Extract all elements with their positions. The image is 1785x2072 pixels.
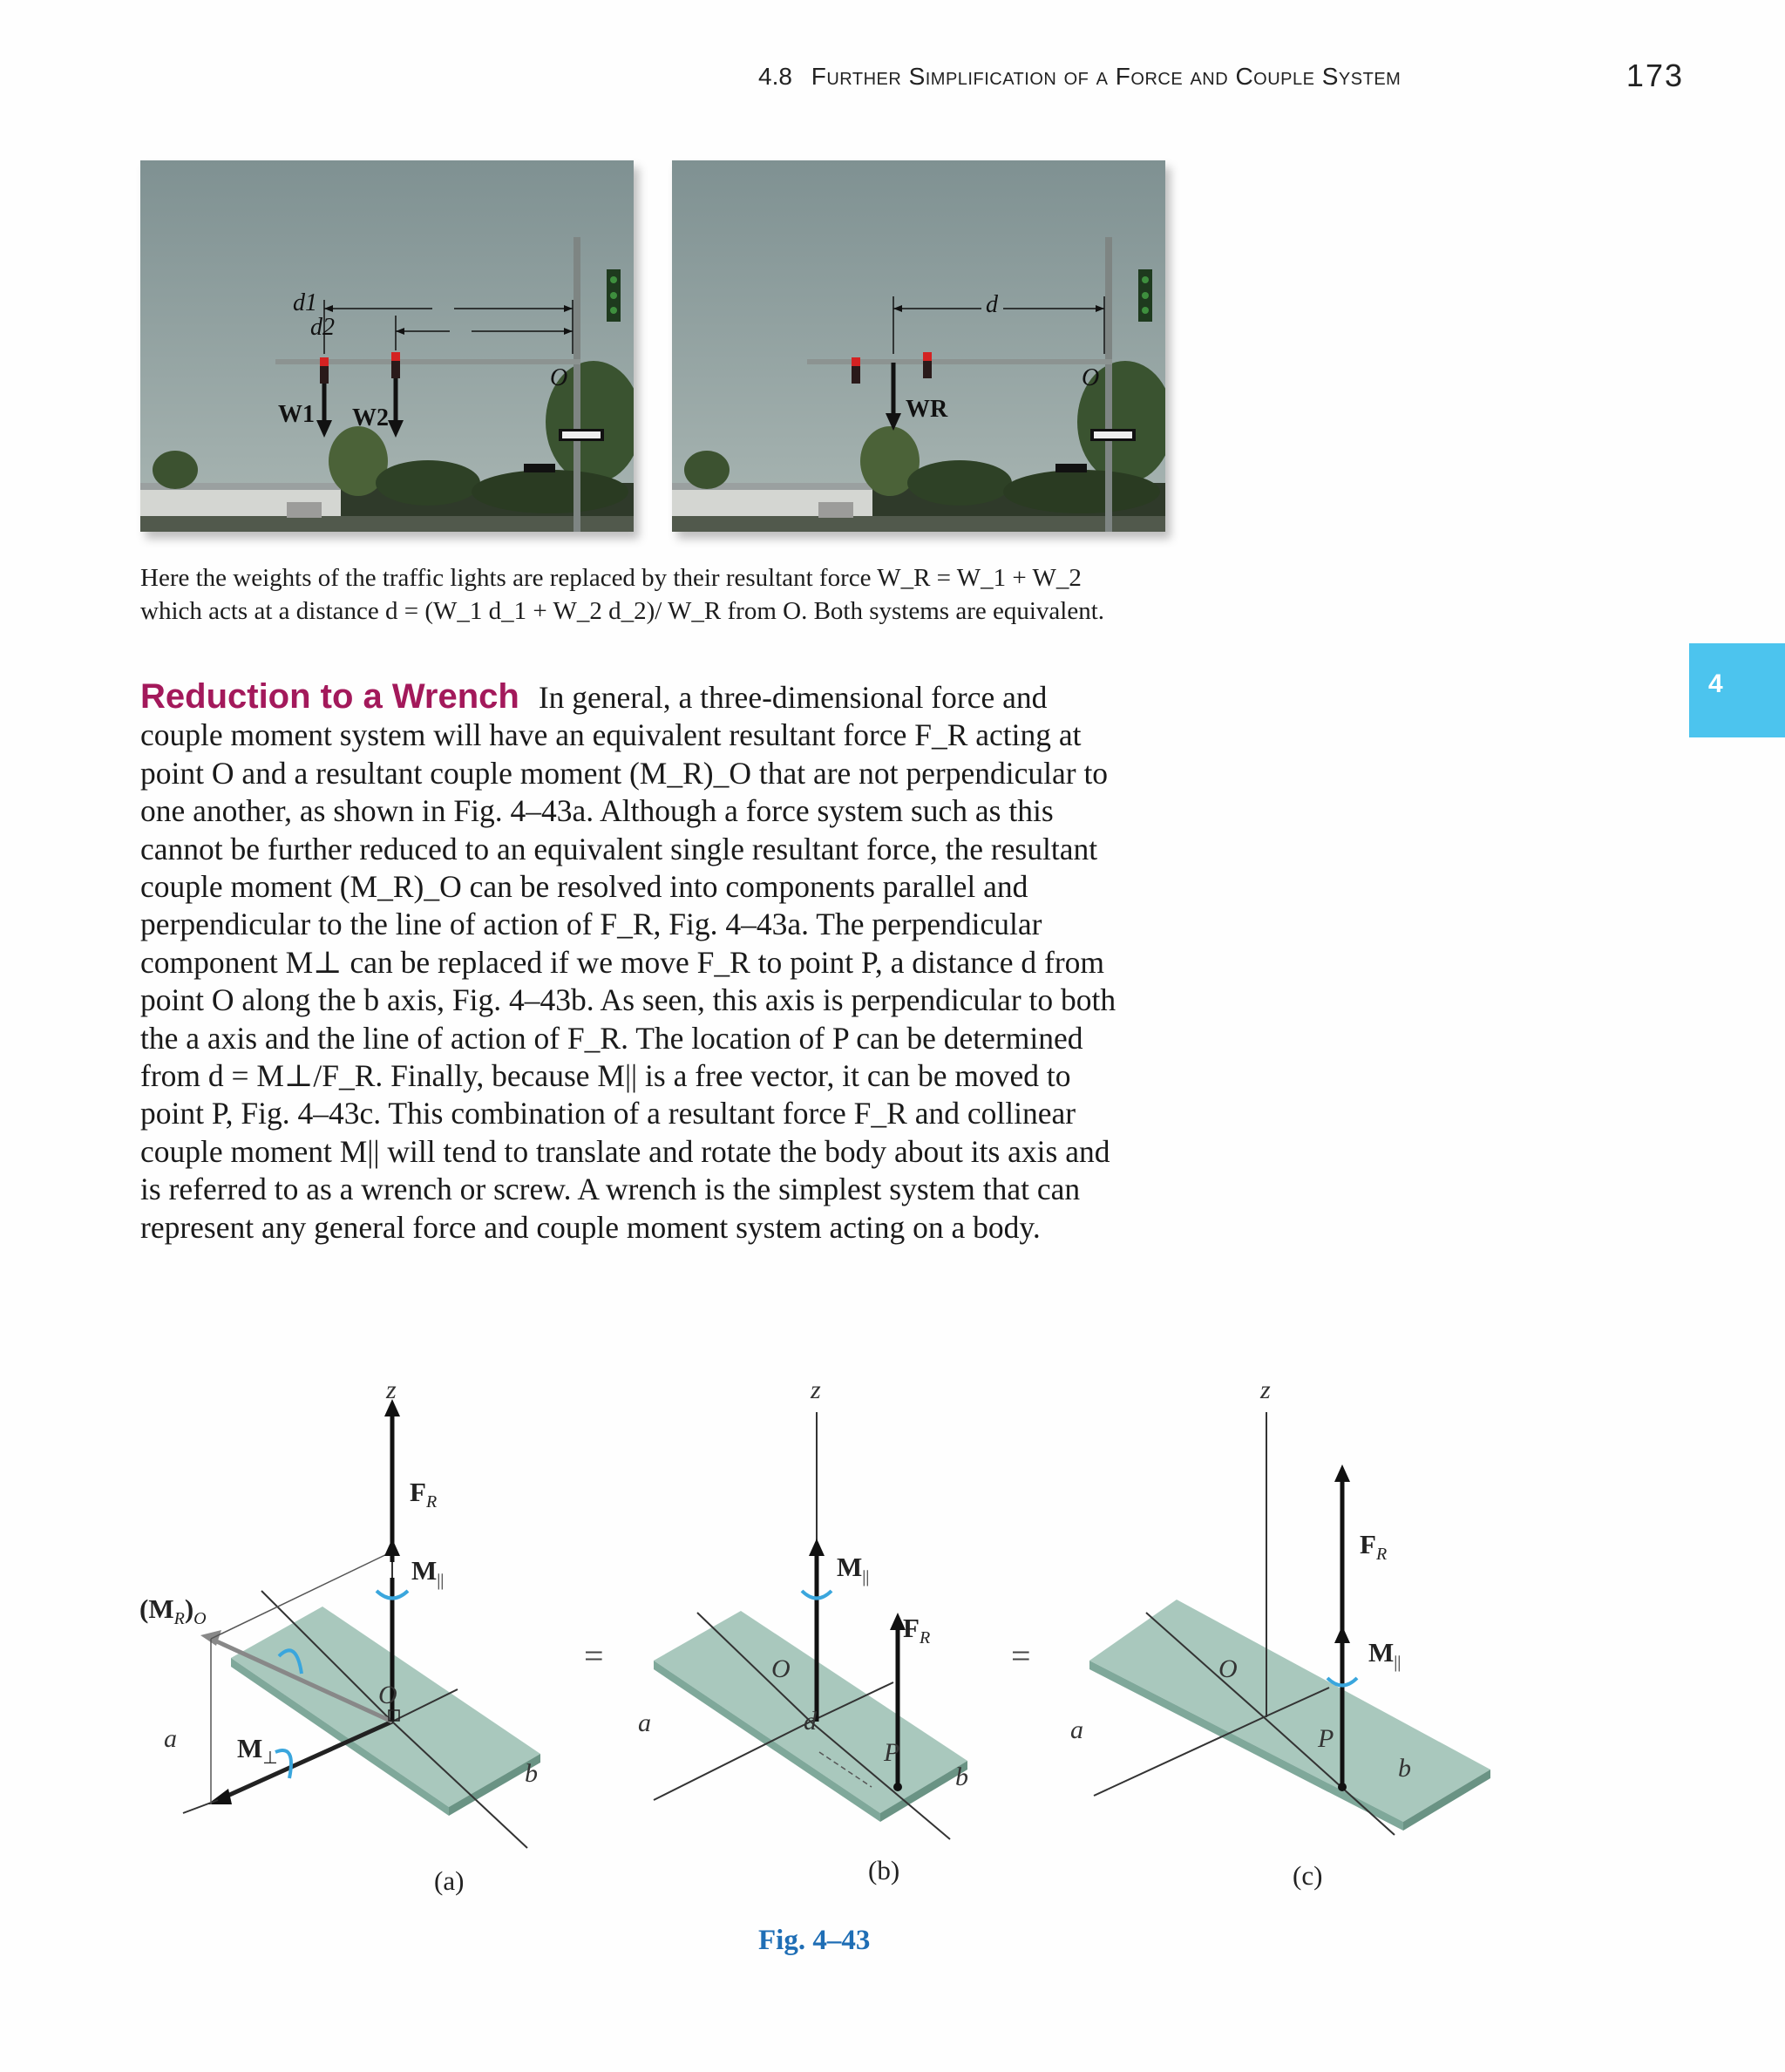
label-d xyxy=(986,293,998,317)
mpar-a-text: M xyxy=(411,1555,438,1586)
label-w2: W2 xyxy=(352,404,389,431)
label-d1 xyxy=(293,291,317,316)
m-parallel-label-c xyxy=(1368,1639,1401,1671)
mpar-c-sub: || xyxy=(1394,1653,1402,1673)
section-body xyxy=(140,678,1123,1247)
fr-a-text: F xyxy=(410,1477,426,1507)
mro-sub-r: R xyxy=(173,1609,185,1629)
mperp-text: M xyxy=(237,1733,263,1763)
fr-c-sub: R xyxy=(1375,1545,1388,1565)
d-text: d xyxy=(986,291,998,318)
b-axis-label-c: b xyxy=(1398,1754,1411,1783)
a-axis-label-c: a xyxy=(1070,1715,1083,1744)
p-label-b: P xyxy=(884,1738,900,1767)
equals-sign-1: = xyxy=(584,1636,604,1675)
traffic-light-scene-right xyxy=(672,160,1165,532)
panel-c-diagram xyxy=(1089,1412,1490,1835)
section-number: 4.8 xyxy=(758,63,792,90)
d-label-b: d xyxy=(804,1707,817,1736)
traffic-light-photo-left xyxy=(140,160,634,532)
photo-caption xyxy=(140,561,1169,628)
traffic-light-scene-left xyxy=(140,160,634,532)
o-label-b: O xyxy=(771,1654,791,1683)
o-label-c: O xyxy=(1218,1654,1238,1683)
fr-b-text: F xyxy=(903,1613,920,1643)
label-w1: W1 xyxy=(278,401,315,428)
mperp-sub: ⊥ xyxy=(262,1749,278,1769)
figure-4-43 xyxy=(131,1377,1517,2005)
a-axis-label-a: a xyxy=(164,1724,177,1753)
section-title: Further Simplification of a Force and Couple System xyxy=(811,63,1402,90)
b-axis-label-a: b xyxy=(525,1759,538,1788)
mr-o-label xyxy=(139,1595,207,1627)
p-label-c: P xyxy=(1318,1724,1334,1753)
traffic-light-photo-right xyxy=(672,160,1165,532)
page-number: 173 xyxy=(1626,58,1684,93)
b-axis-label-b: b xyxy=(955,1763,968,1791)
panel-a-diagram xyxy=(183,1399,540,1848)
a-axis-label-b: a xyxy=(638,1709,651,1737)
fr-label-b xyxy=(903,1614,930,1647)
z-axis-label-b: z xyxy=(811,1376,821,1404)
sub-caption-c: (c) xyxy=(1293,1860,1323,1891)
fr-b-sub: R xyxy=(919,1628,931,1648)
mro-text: (M xyxy=(139,1593,174,1624)
mro-close: ) xyxy=(184,1593,194,1624)
wrench-diagram xyxy=(131,1377,1517,2005)
label-o-left xyxy=(550,366,567,391)
mpar-a-sub: || xyxy=(437,1571,445,1591)
fr-a-sub: R xyxy=(425,1492,438,1512)
caption-line-1: Here the weights of the traffic lights are replaced by their resultant force W_R = W_1 + W_2 xyxy=(140,564,1082,592)
mpar-b-sub: || xyxy=(862,1567,870,1587)
mpar-b-text: M xyxy=(837,1552,863,1582)
z-axis-label-c: z xyxy=(1260,1376,1271,1404)
z-axis-label-a: z xyxy=(386,1376,397,1404)
mro-sub-o: O xyxy=(193,1609,207,1629)
d1-text: d1 xyxy=(293,289,317,316)
fr-label-c xyxy=(1360,1531,1387,1563)
mpar-c-text: M xyxy=(1368,1637,1395,1668)
d2-text: d2 xyxy=(310,314,335,341)
label-d2 xyxy=(310,316,335,340)
running-header xyxy=(758,63,1508,101)
m-parallel-label-b xyxy=(837,1553,869,1586)
section-paragraph: In general, a three-dimensional force and couple moment system will have an equivalent resultant force F_R acting at point O and a resultant couple moment (M_R)_O that are not perpendicular to one another, as shown in Fig. 4–43a. Although a force system such as this cannot be further reduced to an equivalent single resultant force, the resultant couple moment (M_R)_O can be resolved into components parallel and perpendicular to the line of action of F_R, Fig. 4–43a. The perpendicular component M⊥ can be replaced if we move F_R to point P, a distance d from point O along the b axis, Fig. 4–43b. As seen, this axis is perpendicular to both the a axis and the line of action of F_R. The location of P can be determined from d = M⊥/F_R. Finally, because M|| is a free vector, it can be moved to point P, Fig. 4–43c. This combination of a resultant force F_R and collinear couple moment M|| will tend to translate and rotate the body about its axis and is referred to as a wrench or screw. A wrench is the simplest system that can represent any general force and couple moment system acting on a body. xyxy=(140,680,1116,1245)
m-parallel-label-a xyxy=(411,1557,444,1589)
equals-sign-2: = xyxy=(1011,1636,1031,1675)
section-heading: Reduction to a Wrench xyxy=(140,677,519,716)
fr-c-text: F xyxy=(1360,1529,1376,1559)
o-label-a: O xyxy=(378,1681,397,1709)
label-wr: WR xyxy=(906,396,948,423)
figure-number: Fig. 4–43 xyxy=(758,1925,871,1956)
label-o-right xyxy=(1082,366,1099,391)
caption-line-2: which acts at a distance d = (W_1 d_1 + W_2 d_2)/ W_R from O. Both systems are equivalent. xyxy=(140,597,1105,625)
sub-caption-b: (b) xyxy=(868,1855,900,1885)
o-left-text: O xyxy=(550,364,568,391)
o-right-text: O xyxy=(1082,364,1100,391)
fr-label-a xyxy=(410,1478,437,1511)
sub-caption-a: (a) xyxy=(434,1865,465,1896)
chapter-tab: 4 xyxy=(1689,643,1785,737)
m-perp-label-a xyxy=(237,1735,278,1767)
